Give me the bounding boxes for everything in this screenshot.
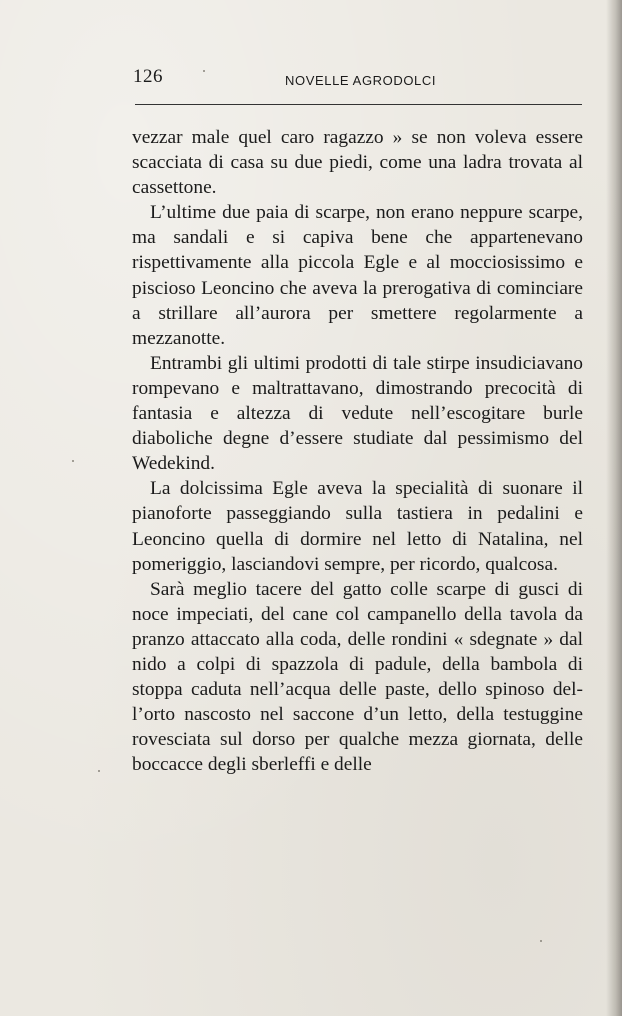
paper-speck: [540, 940, 542, 942]
paragraph: L’ultime due paia di scarpe, non erano neppure scarpe, ma sandali e si capiva bene che appartenevano rispettivamente alla piccola Egle e al mocciosissimo e piscioso Leoncino che aveva la prerogativa di cominciare a strillare all’aurora per smettere regolarmente a mezzanotte.: [132, 202, 583, 349]
header-rule: [135, 104, 582, 105]
paper-speck: [98, 770, 100, 772]
paragraph: Sarà meglio tacere del gatto colle scarpe di gusci di noce impeciati, del cane col campanello della tavola da pranzo attaccato alla coda, delle rondini « sdegnate » dal nido a colpi di spazzola di padule, della bambola di stoppa caduta nell’acqua delle paste, dello spinoso del-l’orto nascosto nel saccone d’un letto, della testuggine rovesciata sul dorso per qualche mezza giornata, delle boccacce degli sberleffi e delle: [132, 578, 583, 776]
paragraph: La dolcissima Egle aveva la specialità di suonare il pianoforte passeggiando sulla tastiera in pedalini e Leoncino quella di dormire nel letto di Natalina, nel pomeriggio, lasciandovi sempre, per ricordo, qualcosa.: [132, 478, 583, 575]
page-header: [133, 64, 583, 94]
running-title: NOVELLE AGRODOLCI: [285, 73, 437, 88]
paper-speck: [203, 70, 205, 72]
page-edge-shadow: [606, 0, 622, 1016]
paragraph: Entrambi gli ultimi prodotti di tale stirpe insudiciavano rompevano e maltrattavano, dimostrando precocità di fantasia e altezza di vedute nell’escogitare burle diaboliche degne d’essere studiate dal pessimismo del Wedekind.: [132, 352, 583, 475]
paragraph: vezzar male quel caro ragazzo » se non voleva essere scacciata di casa su due piedi, come una ladra trovata al cassettone.: [132, 127, 583, 199]
body-text: [132, 125, 583, 777]
paper-speck: [72, 460, 74, 462]
page-number: 126: [133, 66, 163, 87]
